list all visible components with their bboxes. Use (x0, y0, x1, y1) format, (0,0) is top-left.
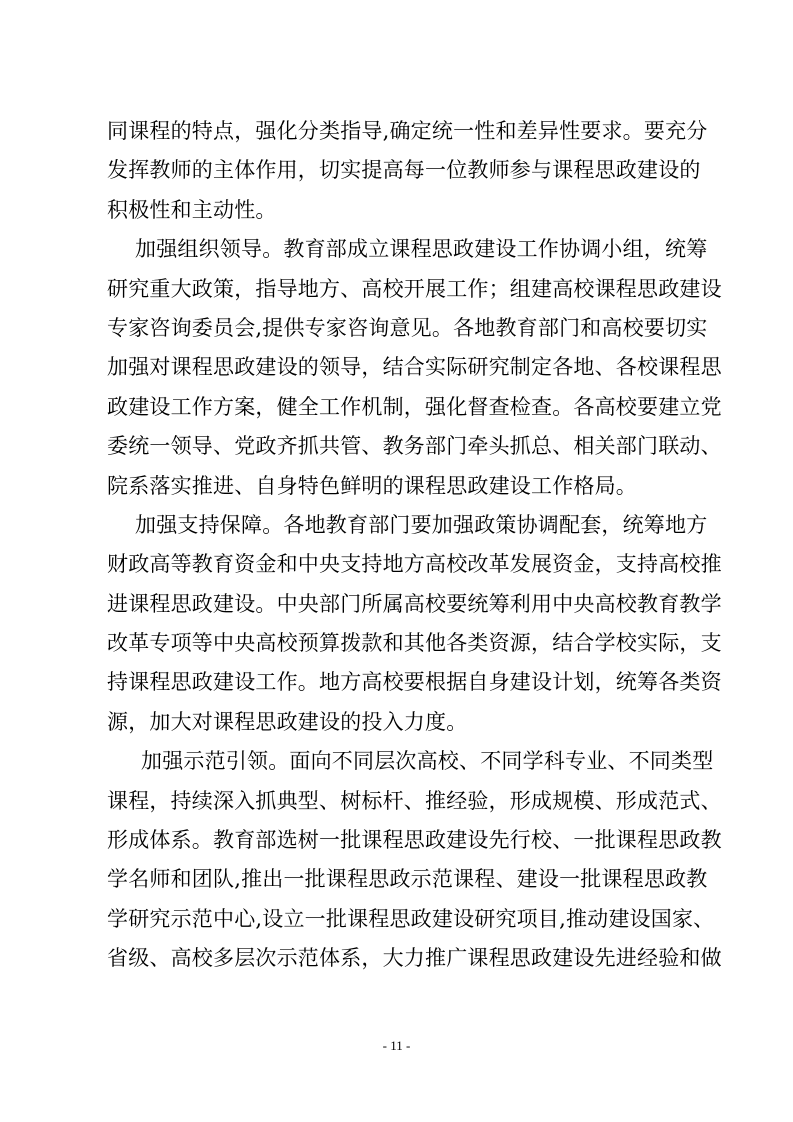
text-line: 研究重大政策，指导地方、高校开展工作；组建高校课程思政建设 (107, 276, 722, 301)
text-line: 同课程的特点，强化分类指导,确定统一性和差异性要求。要充分 (107, 119, 708, 143)
text-line: 形成体系。教育部选树一批课程思政建设先行校、一批课程思政教 (107, 828, 722, 853)
text-line: 加强示范引领。面向不同层次高校、不同学科专业、不同类型 (141, 749, 714, 774)
text-line: 财政高等教育资金和中央支持地方高校改革发展资金，支持高校推 (107, 552, 722, 577)
paragraph-organization-leadership (107, 230, 722, 506)
page-body (107, 112, 722, 979)
text-line: 省级、高校多层次示范体系，大力推广课程思政建设先进经验和做 (107, 946, 722, 971)
text-line: 委统一领导、党政齐抓共管、教务部门牵头抓总、相关部门联动、 (107, 434, 722, 459)
paragraph-support-guarantee (107, 506, 722, 742)
text-line: 专家咨询委员会,提供专家咨询意见。各地教育部门和高校要切实 (107, 315, 708, 340)
paragraph-1-continuation (107, 112, 708, 230)
text-line: 学研究示范中心,设立一批课程思政建设研究项目,推动建设国家、 (107, 906, 715, 931)
paragraph-demonstration-leading (107, 742, 722, 978)
text-line: 政建设工作方案，健全工作机制，强化督查检查。各高校要建立党 (107, 394, 722, 419)
text-line: 持课程思政建设工作。地方高校要根据自身建设计划，统筹各类资 (107, 670, 722, 695)
text-line: 积极性和主动性。 (107, 197, 277, 222)
text-line: 改革专项等中央高校预算拨款和其他各类资源，结合学校实际，支 (107, 631, 722, 656)
text-line: 学名师和团队,推出一批课程思政示范课程、建设一批课程思政教 (107, 867, 708, 892)
text-line: 课程，持续深入抓典型、树标杆、推经验，形成规模、形成范式、 (107, 788, 722, 813)
text-line: 院系落实推进、自身特色鲜明的课程思政建设工作格局。 (107, 473, 637, 498)
text-line: 加强支持保障。各地教育部门要加强政策协调配套，统筹地方 (135, 512, 708, 537)
text-line: 源，加大对课程思政建设的投入力度。 (107, 709, 468, 734)
page-number: - 11 - (382, 1038, 411, 1053)
text-line: 加强对课程思政建设的领导，结合实际研究制定各地、各校课程思 (107, 355, 722, 380)
text-line: 加强组织领导。教育部成立课程思政建设工作协调小组，统筹 (135, 237, 708, 262)
text-line: 进课程思政建设。中央部门所属高校要统筹利用中央高校教育教学 (107, 591, 722, 616)
text-line: 发挥教师的主体作用，切实提高每一位教师参与课程思政建设的 (107, 158, 701, 183)
